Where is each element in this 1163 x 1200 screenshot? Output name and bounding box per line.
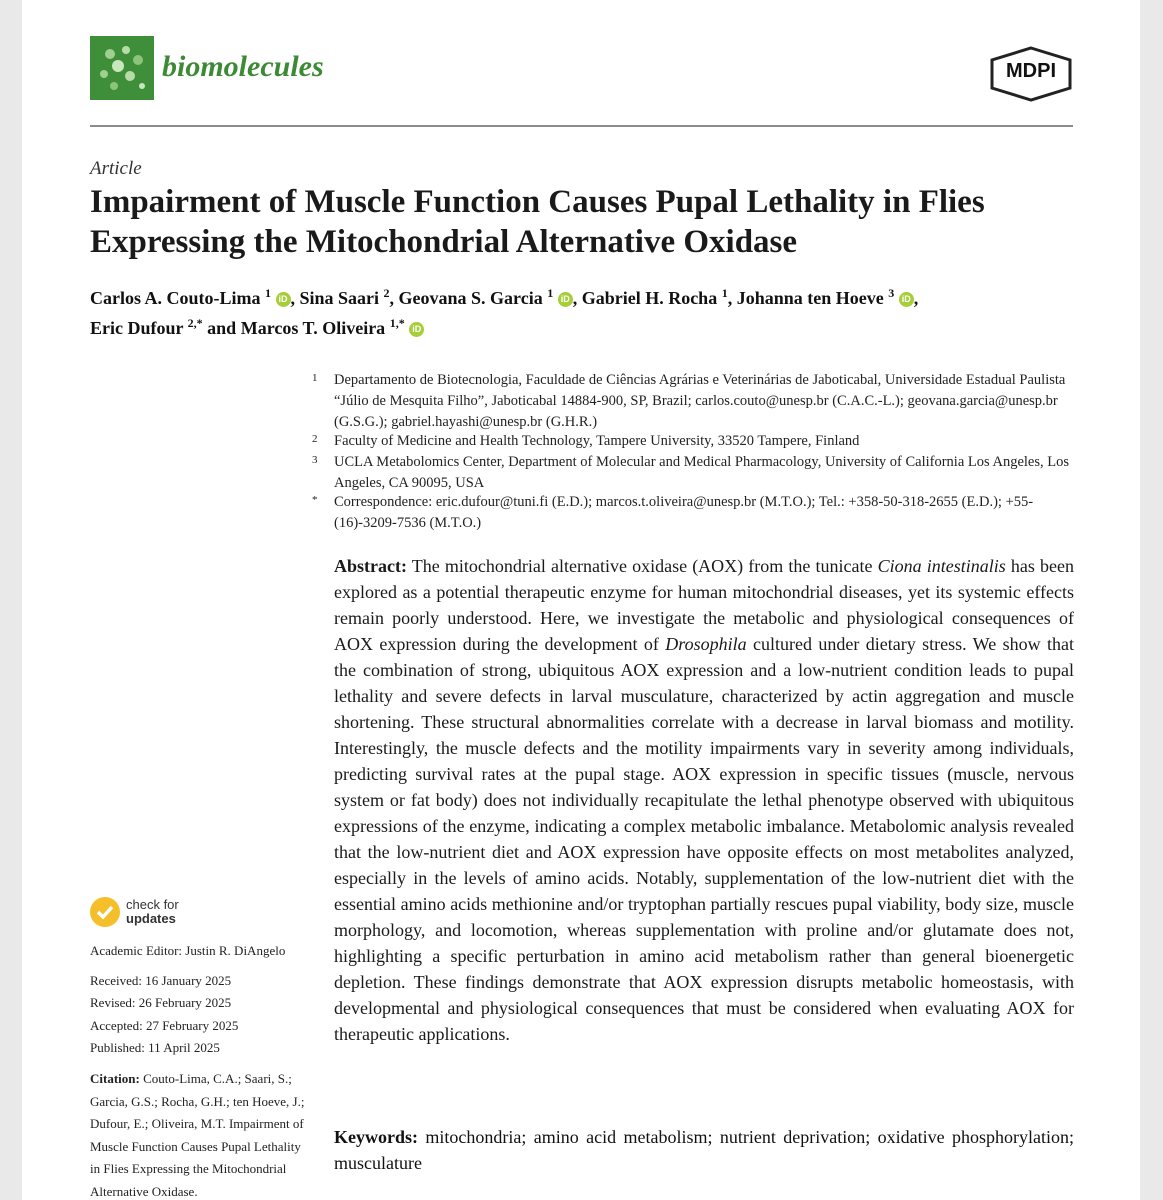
affiliation-2 <box>312 431 1074 452</box>
orcid-icon[interactable]: iD <box>558 292 573 307</box>
check-icon <box>90 897 120 927</box>
affil-ref: 1,* <box>389 316 405 330</box>
affiliation-text: Departamento de Biotecnologia, Faculdade de Ciências Agrárias e Veterinárias de Jaboticabal, Universidade Estadual Paulista “Júlio de Mesquita Filho”, Jaboticabal 14884-900, SP, Brazil; carlos.couto@unesp.br (C.A.C.-L.); geovana.garcia@unesp.br (G.S.G.); gabriel.hayashi@unesp.br (G.H.R.) <box>334 372 1066 430</box>
keywords-text: mitochondria; amino acid metabolism; nutrient deprivation; oxidative phosphorylation; musculature <box>334 1127 1074 1173</box>
abstract <box>334 553 1074 1047</box>
citation-text: Couto-Lima, C.A.; Saari, S.; Garcia, G.S.; Rocha, G.H.; ten Hoeve, J.; Dufour, E.; Oliveira, M.T. Impairment of Muscle Function Causes Pupal Lethality in Flies Expressing the Mitochondrial Alternative Oxidase. <box>90 1071 305 1199</box>
affiliation-text: Faculty of Medicine and Health Technology, Tampere University, 33520 Tampere, Finland <box>334 433 860 449</box>
publisher-name: MDPI <box>1006 60 1056 82</box>
updates-label: updates <box>126 911 176 926</box>
affil-ref: 1 <box>265 286 271 300</box>
correspondence <box>312 492 1074 534</box>
received-date: Received: 16 January 2025 <box>90 973 232 988</box>
correspondence-text: Correspondence: eric.dufour@tuni.fi (E.D.); marcos.t.oliveira@unesp.br (M.T.O.); Tel.: +358-50-318-2655 (E.D.); +55-(16)-3209-7536 (M.T.O.) <box>334 494 1034 531</box>
author-conjunction: and <box>207 318 237 338</box>
author: Sina Saari <box>299 288 380 308</box>
affiliation-1 <box>312 370 1074 433</box>
published-date: Published: 11 April 2025 <box>90 1040 220 1055</box>
citation <box>90 1068 312 1200</box>
species-name: Ciona intestinalis <box>877 556 1006 576</box>
journal-name[interactable]: biomolecules <box>162 50 324 83</box>
affiliation-text: UCLA Metabolomics Center, Department of Molecular and Medical Pharmacology, University of California Los Angeles, Los Angeles, CA 90095, USA <box>334 454 1069 491</box>
article-type: Article <box>90 158 142 179</box>
affiliation-mark: * <box>312 494 318 506</box>
affil-ref: 1 <box>547 286 554 300</box>
abstract-label: Abstract: <box>334 556 407 576</box>
affiliation-3 <box>312 452 1074 494</box>
author: Eric Dufour <box>90 318 184 338</box>
academic-editor: Academic Editor: Justin R. DiAngelo <box>90 943 286 958</box>
paper-title: Impairment of Muscle Function Causes Pupal Lethality in Flies Expressing the Mitochondrial Alternative Oxidase <box>90 184 985 260</box>
author-list: Carlos A. Couto-Lima $^1$ iD , Sina Saari $^2$, Geovana S. Garcia $^1$ iD , Gabriel H. Rocha $^1$, Johanna ten Hoeve $^3$ iD , Eric Dufour $^{2,*}$ and Marcos T. Oliveira $^{1,*}$ iD <box>90 286 919 338</box>
check-label: check for <box>126 897 179 912</box>
revised-date: Revised: 26 February 2025 <box>90 995 232 1010</box>
affiliation-mark: 1 <box>312 372 318 384</box>
affiliation-mark: 3 <box>312 454 318 466</box>
keywords-label: Keywords: <box>334 1127 418 1147</box>
affil-ref: 2 <box>383 286 390 300</box>
affil-ref: 2,* <box>187 316 203 330</box>
abstract-text: The mitochondrial alternative oxidase (AOX) from the tunicate <box>411 556 873 576</box>
paper-page <box>22 0 1140 1200</box>
author: Geovana S. Garcia <box>398 288 543 308</box>
abstract-text: cultured under dietary stress. We show that the combination of strong, ubiquitous AOX expression and a low-nutrient condition leads to pupal lethality and severe defects in larval musculature, characterized by actin aggregation and muscle shortening. These structural abnormalities correlate with a decrease in larval biomass and motility. Interestingly, the muscle defects and the motility impairments vary in severity among individuals, predicting survival rates at the pupal stage. AOX expression in specific tissues (muscle, nervous system or fat body) does not individually recapitulate the lethal phenotype observed with ubiquitous expressions of the enzyme, indicating a complex metabolic imbalance. Metabolomic analysis revealed that the low-nutrient diet and AOX expression have opposite effects on most metabolites analyzed, especially in the levels of amino acids. Notably, supplementation of the low-nutrient diet with the essential amino acids methionine and/or tryptophan partially rescues pupal viability, body size, muscle morphology, and locomotion, whereas supplementation with proline and/or glutamate does not, highlighting a specific perturbation in amino acid metabolism rather than general bioenergetic depletion. These findings demonstrate that AOX expression disrupts metabolic homeostasis, with developmental and physiological consequences that must be considered when evaluating AOX for therapeutic applications. <box>334 634 1074 1044</box>
author: Johanna ten Hoeve <box>736 288 884 308</box>
keywords <box>334 1124 1074 1176</box>
orcid-icon[interactable]: iD <box>276 292 291 307</box>
author: Marcos T. Oliveira <box>240 318 386 338</box>
molecule-icon <box>90 36 154 100</box>
orcid-icon[interactable]: iD <box>899 292 914 307</box>
author: Gabriel H. Rocha <box>581 288 718 308</box>
journal-logo <box>90 36 154 100</box>
abstract-text: has been explored as a potential therapeutic enzyme for human mitochondrial diseases, yet its systemic effects remain poorly understood. Here, we investigate the metabolic and physiological consequences of AOX expression during the development of <box>334 556 1074 654</box>
affiliation-mark: 2 <box>312 433 318 445</box>
affil-ref: 1 <box>721 286 728 300</box>
affil-ref: 3 <box>888 286 895 300</box>
mdpi-logo[interactable] <box>988 46 1074 102</box>
species-name: Drosophila <box>665 634 747 654</box>
citation-label: Citation: <box>90 1071 140 1086</box>
accepted-date: Accepted: 27 February 2025 <box>90 1018 239 1033</box>
author: Carlos A. Couto-Lima <box>90 288 261 308</box>
header-divider <box>90 125 1073 127</box>
orcid-icon[interactable]: iD <box>409 322 424 337</box>
